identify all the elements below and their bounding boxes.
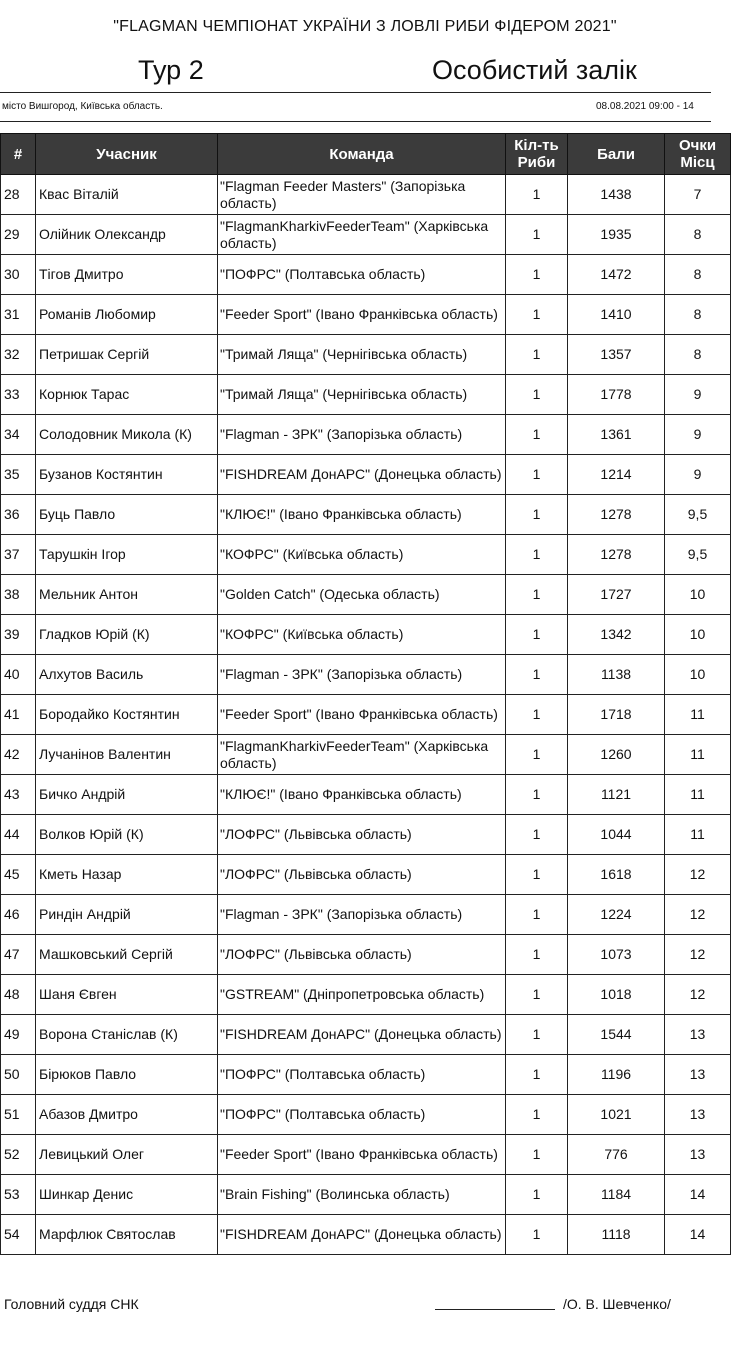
points-value: 1472 xyxy=(568,255,665,295)
table-body xyxy=(1,175,731,1255)
participant-name: Марфлюк Святослав xyxy=(36,1215,218,1255)
points-value: 1935 xyxy=(568,215,665,255)
team-name: "FISHDREAM ДонАРС" (Донецька область) xyxy=(218,1015,506,1055)
header-divider xyxy=(0,92,711,93)
team-name: "ПОФРС" (Полтавська область) xyxy=(218,255,506,295)
points-value: 776 xyxy=(568,1135,665,1175)
table-row xyxy=(1,215,731,255)
points-value: 1073 xyxy=(568,935,665,975)
fish-count: 1 xyxy=(506,1175,568,1215)
place-value: 9 xyxy=(665,375,731,415)
team-name: "Feeder Sport" (Івано Франківська область) xyxy=(218,695,506,735)
participant-name: Лучанінов Валентин xyxy=(36,735,218,775)
place-value: 8 xyxy=(665,255,731,295)
row-number: 45 xyxy=(1,855,36,895)
fish-count: 1 xyxy=(506,895,568,935)
fish-count: 1 xyxy=(506,1015,568,1055)
row-number: 40 xyxy=(1,655,36,695)
table-header-row xyxy=(1,134,731,175)
participant-name: Риндін Андрій xyxy=(36,895,218,935)
fish-count: 1 xyxy=(506,215,568,255)
team-name: "ЛОФРС" (Львівська область) xyxy=(218,935,506,975)
participant-name: Квас Віталій xyxy=(36,175,218,215)
team-name: "КЛЮЄ!" (Івано Франківська область) xyxy=(218,775,506,815)
fish-count: 1 xyxy=(506,1215,568,1255)
points-value: 1342 xyxy=(568,615,665,655)
points-value: 1184 xyxy=(568,1175,665,1215)
participant-name: Корнюк Тарас xyxy=(36,375,218,415)
points-value: 1278 xyxy=(568,495,665,535)
participant-name: Бузанов Костянтин xyxy=(36,455,218,495)
row-number: 49 xyxy=(1,1015,36,1055)
place-value: 13 xyxy=(665,1055,731,1095)
fish-count: 1 xyxy=(506,575,568,615)
place-value: 11 xyxy=(665,815,731,855)
place-value: 10 xyxy=(665,615,731,655)
participant-name: Романів Любомир xyxy=(36,295,218,335)
team-name: "FlagmanKharkivFeederTeam" (Харківська область) xyxy=(218,735,506,775)
participant-name: Бичко Андрій xyxy=(36,775,218,815)
team-name: "Тримай Ляща" (Чернігівська область) xyxy=(218,375,506,415)
table-row xyxy=(1,1015,731,1055)
table-row xyxy=(1,935,731,975)
team-name: "GSTREAM" (Дніпропетровська область) xyxy=(218,975,506,1015)
participant-name: Абазов Дмитро xyxy=(36,1095,218,1135)
place-value: 14 xyxy=(665,1215,731,1255)
row-number: 32 xyxy=(1,335,36,375)
fish-count: 1 xyxy=(506,415,568,455)
table-row xyxy=(1,975,731,1015)
team-name: "Feeder Sport" (Івано Франківська область) xyxy=(218,295,506,335)
place-value: 14 xyxy=(665,1175,731,1215)
place-value: 9,5 xyxy=(665,495,731,535)
fish-count: 1 xyxy=(506,495,568,535)
table-row xyxy=(1,535,731,575)
fish-count: 1 xyxy=(506,975,568,1015)
table-row xyxy=(1,855,731,895)
team-name: "КОФРС" (Київська область) xyxy=(218,535,506,575)
row-number: 39 xyxy=(1,615,36,655)
place-value: 13 xyxy=(665,1015,731,1055)
participant-name: Петришак Сергій xyxy=(36,335,218,375)
results-table xyxy=(0,133,731,1255)
chief-judge-name: /О. В. Шевченко/ xyxy=(563,1296,671,1312)
points-value: 1618 xyxy=(568,855,665,895)
team-name: "FISHDREAM ДонАРС" (Донецька область) xyxy=(218,455,506,495)
table-row xyxy=(1,295,731,335)
team-name: "КОФРС" (Київська область) xyxy=(218,615,506,655)
team-name: "ПОФРС" (Полтавська область) xyxy=(218,1055,506,1095)
points-value: 1214 xyxy=(568,455,665,495)
fish-count: 1 xyxy=(506,455,568,495)
col-header-points: Бали xyxy=(568,134,665,175)
table-row xyxy=(1,1135,731,1175)
team-name: "Flagman - ЗРК" (Запорізька область) xyxy=(218,895,506,935)
col-header-fish-count: Кіл-ть Риби xyxy=(506,134,568,175)
place-value: 12 xyxy=(665,935,731,975)
participant-name: Бірюков Павло xyxy=(36,1055,218,1095)
team-name: "Brain Fishing" (Волинська область) xyxy=(218,1175,506,1215)
team-name: "FISHDREAM ДонАРС" (Донецька область) xyxy=(218,1215,506,1255)
team-name: "Golden Catch" (Одеська область) xyxy=(218,575,506,615)
table-row xyxy=(1,1215,731,1255)
team-name: "ЛОФРС" (Львівська область) xyxy=(218,855,506,895)
table-row xyxy=(1,335,731,375)
fish-count: 1 xyxy=(506,1055,568,1095)
row-number: 53 xyxy=(1,1175,36,1215)
participant-name: Машковський Сергій xyxy=(36,935,218,975)
place-value: 13 xyxy=(665,1135,731,1175)
points-value: 1410 xyxy=(568,295,665,335)
points-value: 1718 xyxy=(568,695,665,735)
table-row xyxy=(1,1095,731,1135)
points-value: 1138 xyxy=(568,655,665,695)
row-number: 42 xyxy=(1,735,36,775)
table-row xyxy=(1,255,731,295)
participant-name: Буць Павло xyxy=(36,495,218,535)
col-header-team: Команда xyxy=(218,134,506,175)
table-row xyxy=(1,1175,731,1215)
signature-line xyxy=(435,1309,555,1310)
row-number: 33 xyxy=(1,375,36,415)
table-row xyxy=(1,575,731,615)
row-number: 37 xyxy=(1,535,36,575)
team-name: "Flagman - ЗРК" (Запорізька область) xyxy=(218,655,506,695)
points-value: 1438 xyxy=(568,175,665,215)
col-header-number: # xyxy=(1,134,36,175)
place-value: 13 xyxy=(665,1095,731,1135)
points-value: 1196 xyxy=(568,1055,665,1095)
place-value: 7 xyxy=(665,175,731,215)
table-row xyxy=(1,815,731,855)
fish-count: 1 xyxy=(506,615,568,655)
col-header-participant: Учасник xyxy=(36,134,218,175)
chief-judge-label: Головний суддя СНК xyxy=(4,1296,139,1312)
row-number: 50 xyxy=(1,1055,36,1095)
fish-count: 1 xyxy=(506,335,568,375)
fish-count: 1 xyxy=(506,775,568,815)
col-header-place: Очки Місц xyxy=(665,134,731,175)
subheader-divider xyxy=(0,121,711,122)
table-row xyxy=(1,175,731,215)
row-number: 38 xyxy=(1,575,36,615)
points-value: 1361 xyxy=(568,415,665,455)
row-number: 41 xyxy=(1,695,36,735)
points-value: 1021 xyxy=(568,1095,665,1135)
participant-name: Волков Юрій (К) xyxy=(36,815,218,855)
place-value: 12 xyxy=(665,895,731,935)
fish-count: 1 xyxy=(506,655,568,695)
team-name: "Тримай Ляща" (Чернігівська область) xyxy=(218,335,506,375)
points-value: 1357 xyxy=(568,335,665,375)
points-value: 1544 xyxy=(568,1015,665,1055)
fish-count: 1 xyxy=(506,1135,568,1175)
place-value: 12 xyxy=(665,855,731,895)
row-number: 36 xyxy=(1,495,36,535)
document-title: "FLAGMAN ЧЕМПІОНАТ УКРАЇНИ З ЛОВЛІ РИБИ ФІДЕРОМ 2021" xyxy=(113,18,617,35)
row-number: 30 xyxy=(1,255,36,295)
results-table-container xyxy=(0,133,717,1255)
place-value: 8 xyxy=(665,335,731,375)
team-name: "FlagmanKharkivFeederTeam" (Харківська область) xyxy=(218,215,506,255)
row-number: 44 xyxy=(1,815,36,855)
place-value: 12 xyxy=(665,975,731,1015)
table-row xyxy=(1,1055,731,1095)
participant-name: Мельник Антон xyxy=(36,575,218,615)
participant-name: Олійник Олександр xyxy=(36,215,218,255)
participant-name: Кметь Назар xyxy=(36,855,218,895)
points-value: 1778 xyxy=(568,375,665,415)
fish-count: 1 xyxy=(506,695,568,735)
place-value: 9 xyxy=(665,415,731,455)
fish-count: 1 xyxy=(506,295,568,335)
participant-name: Ворона Станіслав (К) xyxy=(36,1015,218,1055)
table-row xyxy=(1,615,731,655)
points-value: 1121 xyxy=(568,775,665,815)
category-label: Особистий залік xyxy=(432,55,637,85)
row-number: 29 xyxy=(1,215,36,255)
row-number: 35 xyxy=(1,455,36,495)
place-value: 10 xyxy=(665,655,731,695)
fish-count: 1 xyxy=(506,255,568,295)
place-value: 10 xyxy=(665,575,731,615)
place-value: 11 xyxy=(665,775,731,815)
points-value: 1044 xyxy=(568,815,665,855)
table-row xyxy=(1,655,731,695)
team-name: "Flagman - ЗРК" (Запорізька область) xyxy=(218,415,506,455)
table-row xyxy=(1,375,731,415)
fish-count: 1 xyxy=(506,535,568,575)
participant-name: Бородайко Костянтин xyxy=(36,695,218,735)
place-value: 11 xyxy=(665,735,731,775)
row-number: 48 xyxy=(1,975,36,1015)
venue-text: місто Вишгород, Київська область. xyxy=(2,101,163,112)
row-number: 46 xyxy=(1,895,36,935)
fish-count: 1 xyxy=(506,175,568,215)
row-number: 31 xyxy=(1,295,36,335)
team-name: "Flagman Feeder Masters" (Запорізька область) xyxy=(218,175,506,215)
place-value: 8 xyxy=(665,215,731,255)
row-number: 34 xyxy=(1,415,36,455)
fish-count: 1 xyxy=(506,375,568,415)
row-number: 28 xyxy=(1,175,36,215)
table-row xyxy=(1,455,731,495)
fish-count: 1 xyxy=(506,935,568,975)
fish-count: 1 xyxy=(506,815,568,855)
table-row xyxy=(1,895,731,935)
participant-name: Шинкар Денис xyxy=(36,1175,218,1215)
table-row xyxy=(1,495,731,535)
participant-name: Тігов Дмитро xyxy=(36,255,218,295)
row-number: 47 xyxy=(1,935,36,975)
fish-count: 1 xyxy=(506,855,568,895)
participant-name: Шаня Євген xyxy=(36,975,218,1015)
place-value: 9 xyxy=(665,455,731,495)
table-row xyxy=(1,415,731,455)
participant-name: Солодовник Микола (К) xyxy=(36,415,218,455)
date-time-text: 08.08.2021 09:00 - 14 xyxy=(596,101,694,112)
fish-count: 1 xyxy=(506,735,568,775)
place-value: 11 xyxy=(665,695,731,735)
points-value: 1224 xyxy=(568,895,665,935)
team-name: "Feeder Sport" (Івано Франківська область) xyxy=(218,1135,506,1175)
row-number: 54 xyxy=(1,1215,36,1255)
participant-name: Гладков Юрій (К) xyxy=(36,615,218,655)
team-name: "ЛОФРС" (Львівська область) xyxy=(218,815,506,855)
team-name: "КЛЮЄ!" (Івано Франківська область) xyxy=(218,495,506,535)
table-row xyxy=(1,775,731,815)
table-row xyxy=(1,735,731,775)
row-number: 43 xyxy=(1,775,36,815)
table-row xyxy=(1,695,731,735)
points-value: 1018 xyxy=(568,975,665,1015)
place-value: 8 xyxy=(665,295,731,335)
row-number: 52 xyxy=(1,1135,36,1175)
points-value: 1727 xyxy=(568,575,665,615)
fish-count: 1 xyxy=(506,1095,568,1135)
participant-name: Тарушкін Ігор xyxy=(36,535,218,575)
points-value: 1278 xyxy=(568,535,665,575)
participant-name: Алхутов Василь xyxy=(36,655,218,695)
place-value: 9,5 xyxy=(665,535,731,575)
team-name: "ПОФРС" (Полтавська область) xyxy=(218,1095,506,1135)
row-number: 51 xyxy=(1,1095,36,1135)
tour-label: Тур 2 xyxy=(138,55,204,85)
participant-name: Левицький Олег xyxy=(36,1135,218,1175)
points-value: 1260 xyxy=(568,735,665,775)
points-value: 1118 xyxy=(568,1215,665,1255)
